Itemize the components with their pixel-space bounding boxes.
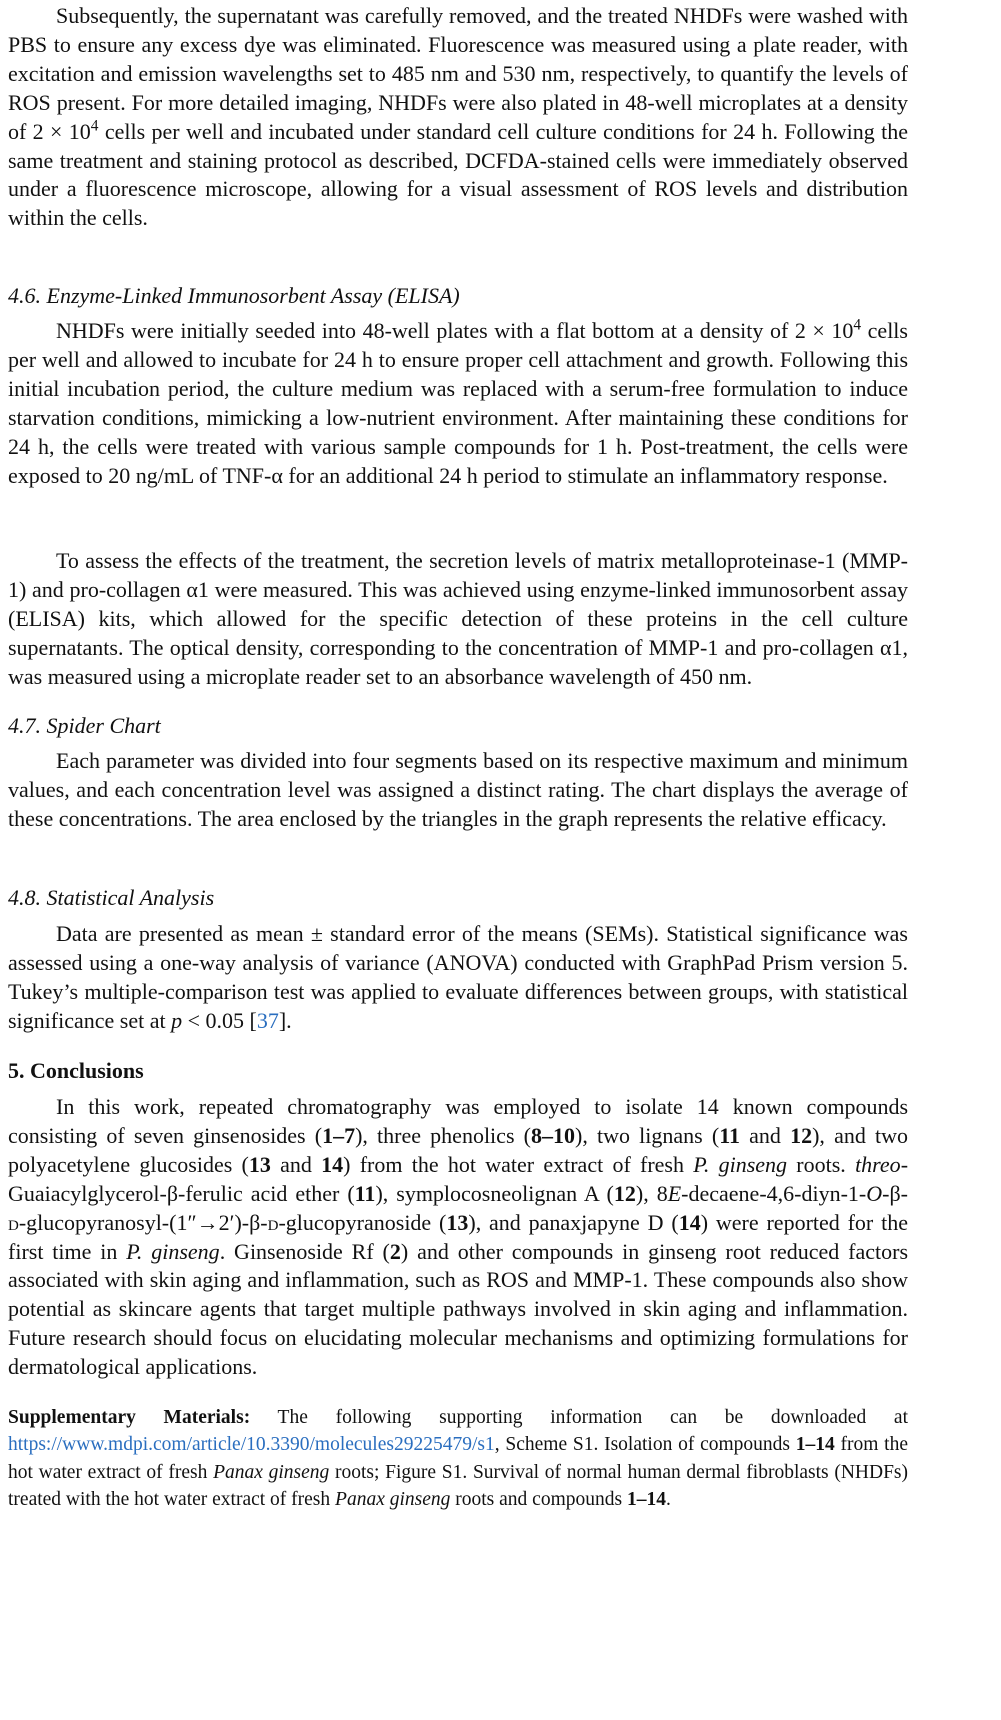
section-heading-4-6: 4.6. Enzyme-Linked Immunosorbent Assay (ELISA) [8, 283, 460, 308]
supplementary-link[interactable]: https://www.mdpi.com/article/10.3390/molecules29225479/s1 [8, 1434, 495, 1456]
supplementary-materials: Supplementary Materials: The following supporting information can be downloaded at https://www.mdpi.com/article/10.3390/molecules29225479/s1, Scheme S1. Isolation of compounds 1–14 from the hot water extract of fresh Panax ginseng roots; Figure S1. Survival of normal human dermal fibroblasts (NHDFs) treated with the hot water extract of fresh Panax ginseng roots and compounds 1–14. [8, 1407, 908, 1510]
supplementary-label: Supplementary Materials: [8, 1407, 251, 1428]
paragraph-elisa-seeding: NHDFs were initially seeded into 48-well plates with a flat bottom at a density of $2 \times 10^4$ cells per well and allowed to incubate for 24 h to ensure proper cell attachment and growth. Following this initial incubation period, the culture medium was replaced with a serum-free formulation to induce starvation conditions, mimicking a low-nutrient environment. After maintaining these conditions for 24 h, the cells were treated with various sample compounds for 1 h. Post-treatment, the cells were exposed to 20 ng/mL of TNF-α for an additional 24 h period to stimulate an inflammatory response. [8, 316, 908, 488]
paragraph-elisa-measurement: To assess the effects of the treatment, the secretion levels of matrix metalloproteinase-1 (MMP-1) and pro-collagen α1 were measured. This was achieved using enzyme-linked immunosorbent assay (ELISA) kits, which allowed for the specific detection of these proteins in the cell culture supernatants. The optical density, corresponding to the concentration of MMP-1 and pro-collagen α1, was measured using a microplate reader set to an absorbance wavelength of 450 nm. [8, 548, 908, 689]
section-heading-4-7: 4.7. Spider Chart [8, 713, 161, 738]
section-heading-4-8: 4.8. Statistical Analysis [8, 885, 215, 910]
paragraph-statistics: Data are presented as mean ± standard error of the means (SEMs). Statistical significance was assessed using a one-way analysis of variance (ANOVA) conducted with GraphPad Prism version 5. Tukey’s multiple-comparison test was applied to evaluate differences between groups, with statistical significance set at p < 0.05 [37]. [8, 921, 908, 1033]
paragraph-spider-chart: Each parameter was divided into four segments based on its respective maximum and minimum values, and each concentration level was assigned a distinct rating. The chart displays the average of these concentrations. The area enclosed by the triangles in the graph represents the relative efficacy. [8, 748, 908, 831]
section-heading-conclusions: 5. Conclusions [8, 1058, 144, 1083]
reference-link[interactable]: 37 [256, 1007, 279, 1033]
paragraph-conclusions: In this work, repeated chromatography was employed to isolate 14 known compounds consisting of seven ginsenosides (1–7), three phenolics (8–10), two lignans (11 and 12), and two polyacetylene glucosides (13 and 14) from the hot water extract of fresh P. ginseng roots. threo-Guaiacylglycerol-β-ferulic acid ether (11), symplocosneolignan A (12), 8E-decaene-4,6-diyn-1-O-β-d-glucopyranosyl-(1″→2′)-β-d-glucopyranoside (13), and panaxjapyne D (14) were reported for the first time in P. ginseng. Ginsenoside Rf (2) and other compounds in ginseng root reduced factors associated with skin aging and inflammation, such as ROS and MMP-1. These compounds also show potential as skincare agents that target multiple pathways involved in skin aging and inflammation. Future research should focus on elucidating molecular mechanisms and optimizing formulations for dermatological applications. [8, 1094, 909, 1380]
paragraph-ros-measurement: Subsequently, the supernatant was carefully removed, and the treated NHDFs were washed with PBS to ensure any excess dye was eliminated. Fluorescence was measured using a plate reader, with excitation and emission wavelengths set to 485 nm and 530 nm, respectively, to quantify the levels of ROS present. For more detailed imaging, NHDFs were also plated in 48-well microplates at a density of $2 \times 10^4$ cells per well and incubated under standard cell culture conditions for 24 h. Following the same treatment and staining protocol as described, DCFDA-stained cells were immediately observed under a fluorescence microscope, allowing for a visual assessment of ROS levels and distribution within the cells. [8, 3, 908, 231]
